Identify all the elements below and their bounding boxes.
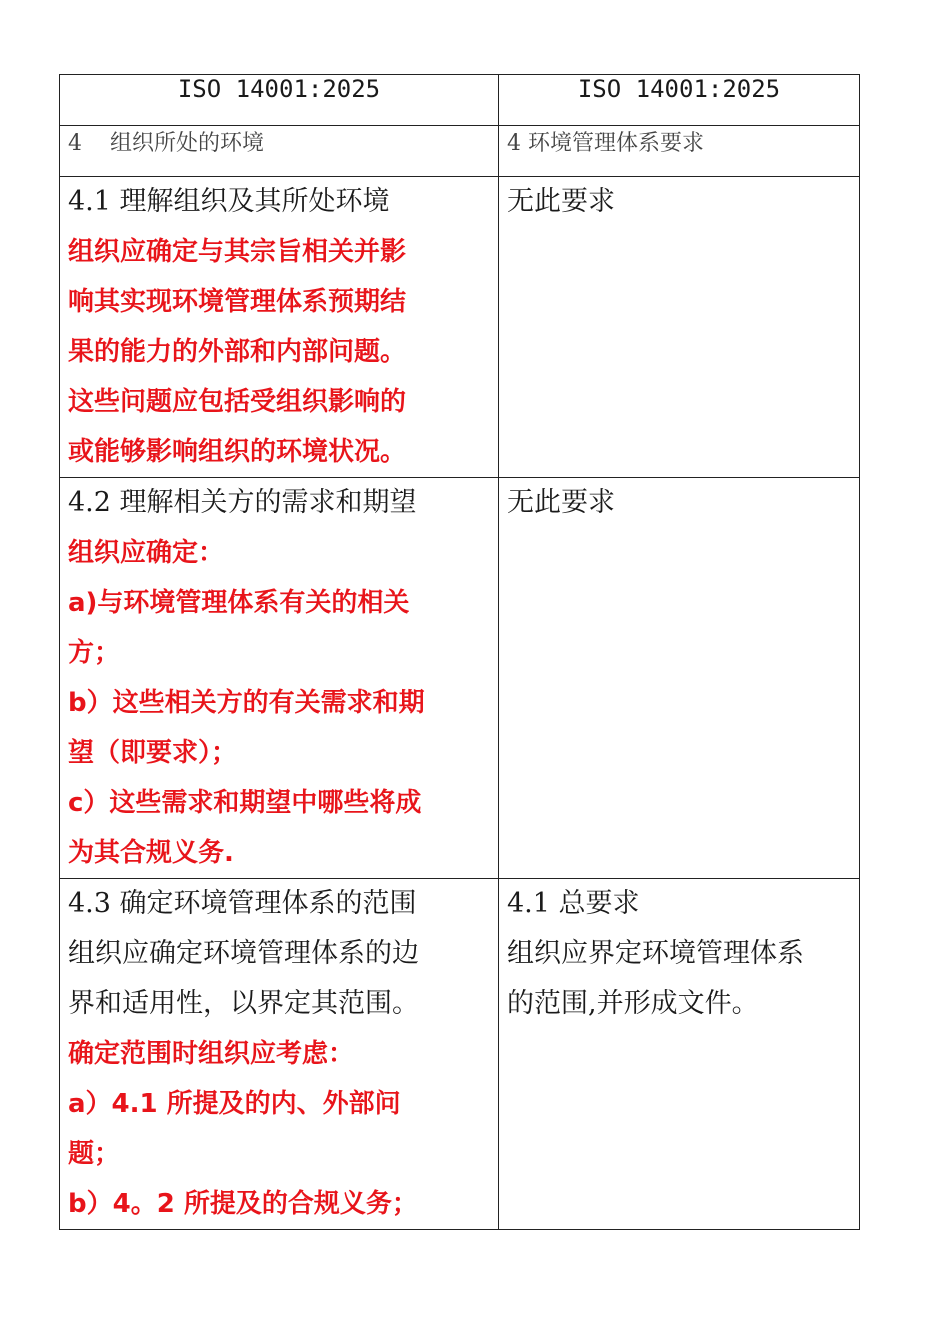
clause-heading: 4.2 理解相关方的需求和期望 bbox=[68, 487, 417, 518]
clause-row-4-3 bbox=[60, 879, 860, 1230]
requirement-line: 确定范围时组织应考虑： bbox=[68, 1039, 355, 1069]
clause-row-4-2 bbox=[60, 478, 860, 879]
requirement-line: 为其合规义务. bbox=[68, 838, 234, 868]
requirement-line: 题； bbox=[68, 1139, 121, 1169]
clause-heading: 4.1 总要求 bbox=[507, 888, 640, 919]
requirement-line: 望（即要求）； bbox=[68, 738, 238, 768]
requirement-line: a）4.1 所提及的内、外部问 bbox=[68, 1089, 401, 1119]
requirement-line: b）4。2 所提及的合规义务； bbox=[68, 1189, 418, 1219]
clause-heading: 无此要求 bbox=[507, 186, 615, 217]
header-right: ISO 14001:2025 bbox=[499, 75, 860, 126]
clause-left bbox=[60, 879, 499, 1230]
clause-row-4-1 bbox=[60, 177, 860, 478]
section-right: 4 环境管理体系要求 bbox=[499, 126, 860, 177]
clause-right bbox=[499, 478, 860, 879]
section-row bbox=[60, 126, 860, 177]
section-left-number: 4 bbox=[68, 131, 82, 156]
requirement-line: 这些问题应包括受组织影响的 bbox=[68, 387, 407, 417]
requirement-line: c）这些需求和期望中哪些将成 bbox=[68, 788, 422, 818]
requirement-line: 组织应确定与其宗旨相关并影 bbox=[68, 237, 407, 267]
comparison-table bbox=[59, 74, 860, 1230]
requirement-line: 组织应确定： bbox=[68, 538, 225, 568]
body-line: 的范围,并形成文件。 bbox=[507, 988, 759, 1019]
header-row bbox=[60, 75, 860, 126]
body-line: 界和适用性，以界定其范围。 bbox=[68, 988, 419, 1019]
clause-right bbox=[499, 177, 860, 478]
clause-left bbox=[60, 177, 499, 478]
clause-heading: 4.1 理解组织及其所处环境 bbox=[68, 186, 390, 217]
clause-heading: 4.3 确定环境管理体系的范围 bbox=[68, 888, 417, 919]
requirement-line: b）这些相关方的有关需求和期 bbox=[68, 688, 425, 718]
section-left bbox=[60, 126, 499, 177]
clause-left bbox=[60, 478, 499, 879]
body-line: 组织应确定环境管理体系的边 bbox=[68, 938, 419, 969]
requirement-line: 方； bbox=[68, 638, 121, 668]
clause-heading: 无此要求 bbox=[507, 487, 615, 518]
section-left-title: 组织所处的环境 bbox=[110, 131, 265, 156]
requirement-line: 或能够影响组织的环境状况。 bbox=[68, 437, 407, 467]
requirement-line: 响其实现环境管理体系预期结 bbox=[68, 287, 407, 317]
requirement-line: 果的能力的外部和内部问题。 bbox=[68, 337, 407, 367]
clause-right bbox=[499, 879, 860, 1230]
header-left: ISO 14001:2025 bbox=[60, 75, 499, 126]
requirement-line: a)与环境管理体系有关的相关 bbox=[68, 588, 410, 618]
body-line: 组织应界定环境管理体系 bbox=[507, 938, 804, 969]
